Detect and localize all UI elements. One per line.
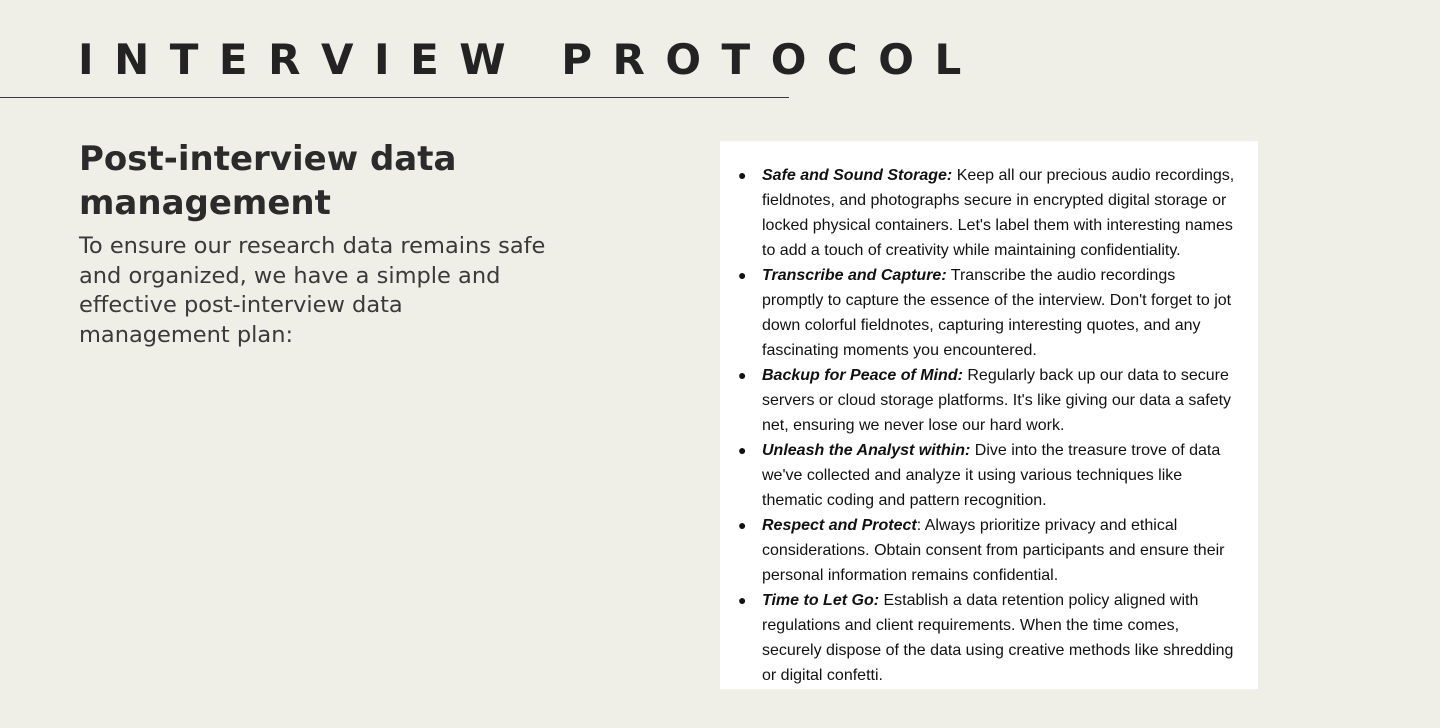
bullet-icon: ● [738, 167, 747, 183]
bullet-icon: ● [738, 442, 747, 458]
plan-item-transcribe [738, 263, 1240, 363]
intro-paragraph: To ensure our research data remains safe and organized, we have a simple and effective post-interview data management plan: [79, 233, 546, 348]
plan-list [738, 163, 1240, 688]
bullet-icon: ● [738, 592, 747, 608]
plan-item-text: Transcribe the audio recordings promptly to capture the essence of the interview. Don't forget to jot down colorful fieldnotes, capturing interesting quotes, and any fascinating moments you encountered. [762, 267, 1232, 359]
plan-item-title: Time to Let Go: [762, 592, 880, 609]
plan-item-title: Safe and Sound Storage: [762, 167, 953, 184]
plan-item-safe-storage [738, 163, 1240, 263]
data-management-plan-card [720, 141, 1258, 689]
plan-item-analyze [738, 438, 1240, 513]
plan-item-text: Regularly back up our data to secure servers or cloud storage platforms. It's like giving our data a safety net, ensuring we never lose our hard work. [762, 367, 1232, 434]
plan-item-respect [738, 513, 1240, 588]
plan-item-backup [738, 363, 1240, 438]
plan-item-title: Unleash the Analyst within: [762, 442, 971, 459]
plan-item-text: : Always prioritize privacy and ethical considerations. Obtain consent from participants and ensure their personal information remains confidential. [762, 517, 1225, 584]
bullet-icon: ● [738, 267, 747, 283]
plan-item-title: Backup for Peace of Mind: [762, 367, 963, 384]
plan-item-text: Keep all our precious audio recordings, fieldnotes, and photographs secure in encrypted digital storage or locked physical containers. Let's label them with interesting names to add a touch of creativity while maintaining confidentiality. [762, 167, 1235, 259]
plan-item-title: Transcribe and Capture: [762, 267, 947, 284]
plan-item-text: Establish a data retention policy aligned with regulations and client requirements. When the time comes, securely dispose of the data using creative methods like shredding or digital confetti. [762, 592, 1234, 684]
plan-item-title: Respect and Protect [762, 517, 917, 534]
title-divider [0, 97, 789, 98]
bullet-icon: ● [738, 517, 747, 533]
bullet-icon: ● [738, 367, 747, 383]
page-title: INTERVIEW PROTOCOL [78, 35, 982, 84]
section-heading: Post-interview data management [79, 139, 457, 223]
plan-item-text: Dive into the treasure trove of data we've collected and analyze it using various techniques like thematic coding and pattern recognition. [762, 442, 1221, 509]
plan-item-retention [738, 588, 1240, 688]
